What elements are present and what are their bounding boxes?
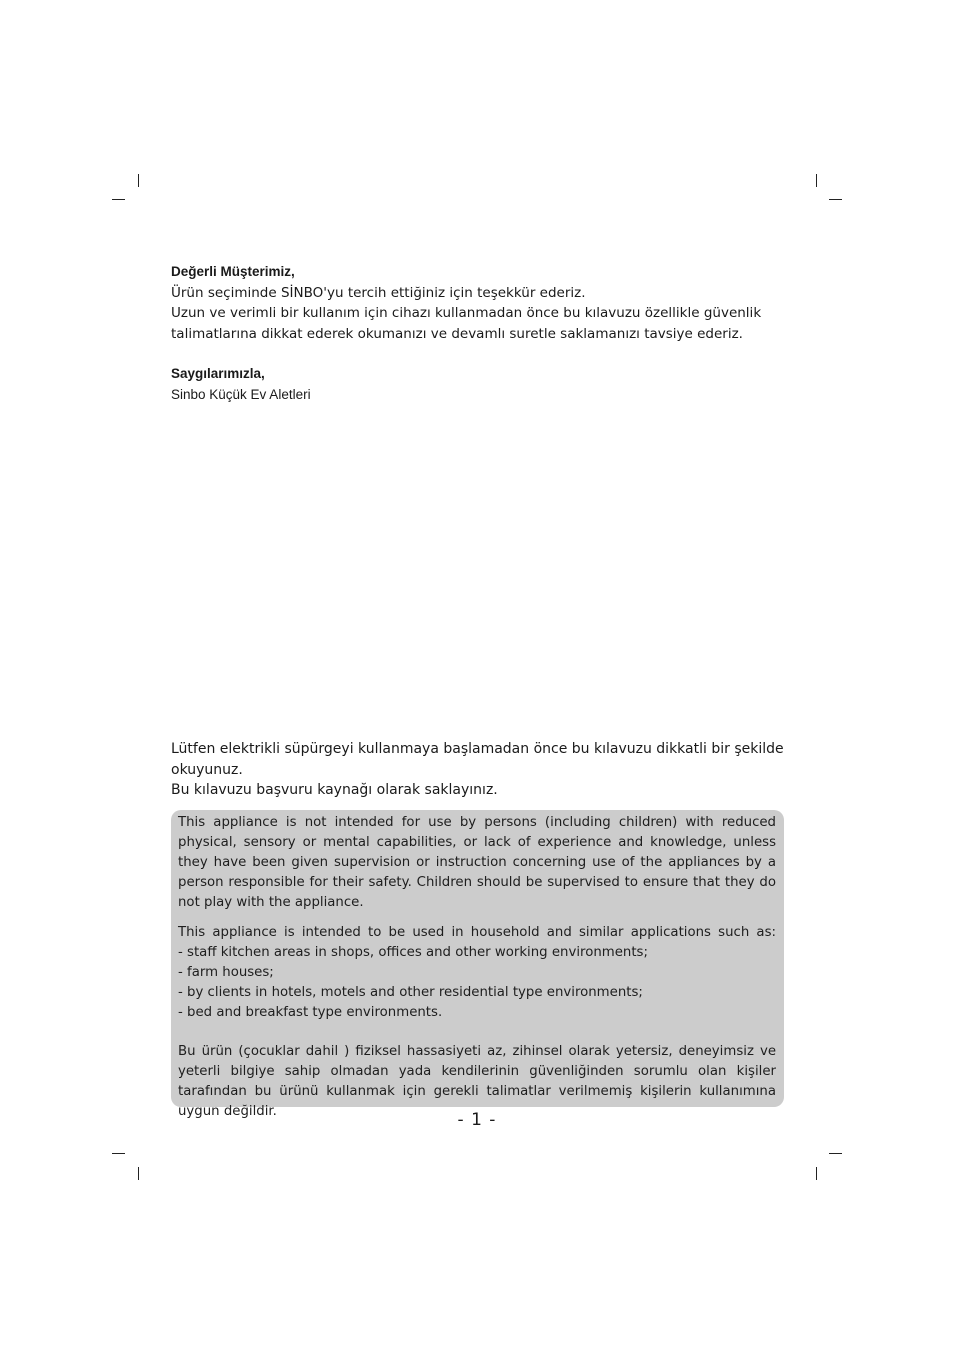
crop-mark-bottom-left-horizontal bbox=[112, 1153, 125, 1154]
notice-section bbox=[171, 739, 785, 801]
greeting-section bbox=[171, 262, 786, 405]
thanks-text: Ürün seçiminde SİNBO'yu tercih ettiğiniz için teşekkür ederiz. bbox=[171, 284, 586, 301]
company-name: Sinbo Küçük Ev Aletleri bbox=[171, 386, 311, 402]
crop-mark-top-left-horizontal bbox=[112, 199, 125, 200]
warning-paragraph-turkish: Bu ürün (çocuklar dahil ) fiziksel hassasiyeti az, zihinsel olarak yetersiz, deneyimsiz ve yeterli bilgiye sahip olmadan yada kendilerinin güvenliğinden sorumlu olan kişiler tarafından bu ürünü kullanmak için gerekli talimatlar verilmemiş kişilerin kullanımına uygun değildir. bbox=[178, 1044, 776, 1119]
notice-line-2: okuyunuz. bbox=[171, 761, 243, 778]
crop-mark-top-right-horizontal bbox=[829, 199, 842, 200]
crop-mark-bottom-right-vertical bbox=[816, 1167, 817, 1180]
notice-line-1: Lütfen elektrikli süpürgeyi kullanmaya başlamadan önce bu kılavuzu dikkatli bir şekilde bbox=[171, 741, 784, 757]
warning-paragraph-english: This appliance is not intended for use by persons (including children) with reduced physical, sensory or mental capabilities, or lack of experience and knowledge, unless they have been given supervision or instruction concerning use of the appliances by a person responsible for their safety. Children should be supervised to ensure that they do not play with the appliance. bbox=[178, 815, 776, 910]
crop-mark-top-right-vertical bbox=[816, 174, 817, 187]
closing: Saygılarımızla, bbox=[171, 366, 265, 381]
crop-mark-bottom-left-vertical bbox=[138, 1167, 139, 1180]
usage-intro: This appliance is intended to be used in household and similar applications such as: bbox=[178, 925, 776, 940]
crop-mark-bottom-right-horizontal bbox=[829, 1153, 842, 1154]
usage-item: - farm houses; bbox=[178, 965, 274, 980]
notice-line-3: Bu kılavuzu başvuru kaynağı olarak saklayınız. bbox=[171, 782, 498, 798]
safety-warning-box bbox=[171, 810, 784, 1119]
usage-item: - bed and breakfast type environments. bbox=[178, 1005, 443, 1020]
advice-text-line-1: Uzun ve verimli bir kullanım için cihazı kullanmadan önce bu kılavuzu özellikle güvenlik bbox=[171, 305, 762, 321]
crop-mark-top-left-vertical bbox=[138, 174, 139, 187]
advice-text-line-2: talimatlarına dikkat ederek okumanızı ve devamlı suretle saklamanızı tavsiye ederiz. bbox=[171, 325, 743, 342]
page-number: - 1 - bbox=[457, 1110, 497, 1130]
usage-item: - by clients in hotels, motels and other residential type environments; bbox=[178, 985, 643, 1000]
usage-item: - staff kitchen areas in shops, offices and other working environments; bbox=[178, 945, 648, 960]
salutation: Değerli Müşterimiz, bbox=[171, 264, 295, 279]
